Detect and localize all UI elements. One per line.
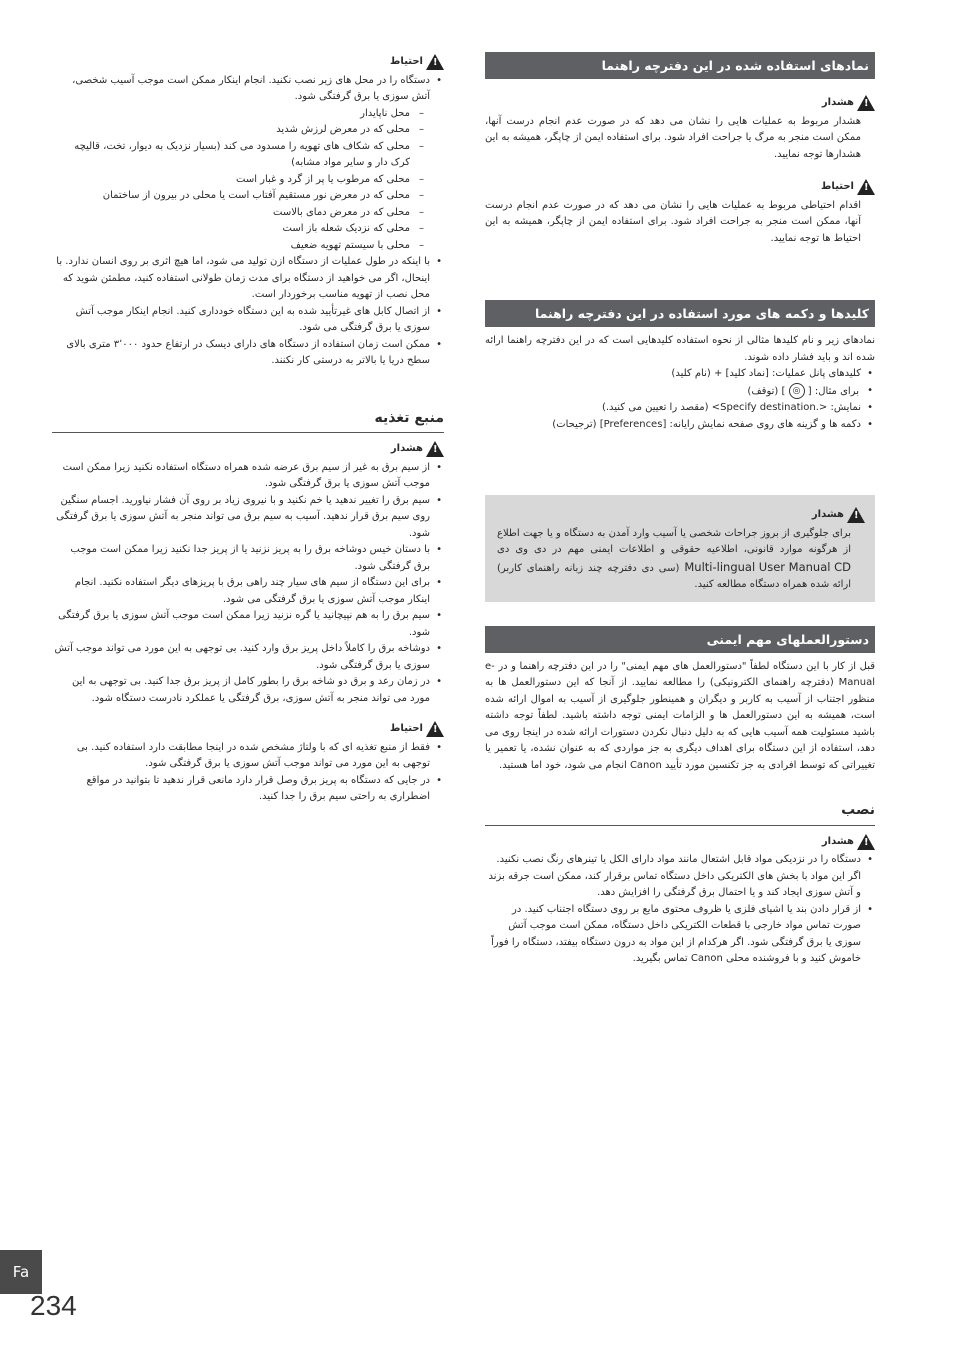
list-item: • سیم برق را به هم نپیچانید یا گره نزنید زیرا ممکن است موجب آتش سوزی یا برق گرفتگی شود. <box>52 608 444 641</box>
list-item: – محلی که در معرض نور مستقیم آفتاب است یا محلی در بیرون از ساختمان <box>52 188 426 205</box>
caution-label-text: احتیاط <box>821 181 854 192</box>
box-text <box>497 526 865 594</box>
list-item: – محلی که مرطوب یا پر از گرد و غبار است <box>52 172 426 189</box>
list-item: – محل ناپایدار <box>52 106 426 123</box>
caution-icon <box>426 54 444 70</box>
box-text-post: (سی دی دفترچه چند زبانه راهنمای کاربر) ارائه شده همراه دستگاه مطالعه کنید. <box>497 562 851 590</box>
display-pre: نمایش: < <box>818 402 861 413</box>
list-item <box>485 400 875 417</box>
warning-icon <box>426 441 444 457</box>
list-item: – محلی که شکاف های تهویه را مسدود می کند (بسیار نزدیک به دیوار، تخت، قالیچه کرک دار و سایر مواد مشابه) <box>52 139 426 172</box>
list-item: • با اینکه در طول عملیات از دستگاه ازن تولید می شود، اما هیچ اثری بر روی انسان ندارد. با اینحال، اگر می خواهید از دستگاه برای مدت زمان طولانی استفاده کنید، مطمئن شوید که محل نصب از تهویه مناسب برخوردار است. <box>52 254 444 304</box>
safety-text: قبل از کار با این دستگاه لطفاً "دستورالعمل های مهم ایمنی" را در این دفترچه راهنما و در e-Manual (دفترچه راهنمای الکترونیکی) را مطالعه نمایید. از آنجا که این دستورالعمل ها به منظور اجتناب از آسیب به کاربر و دیگران و همینطور جلوگیری از آسیب به اموال ارائه شده است، همیشه به این دستورالعمل ها و الزامات ایمنی توجه داشته باشید. لطفاً توجه داشته باشید مسئولیت همه آسیب هایی که به دلیل دنبال نکردن دستورات ارائه شده در اینجا روی می دهد، استفاده از این دستگاه برای اهداف دیگری به جز مواردی که به عنوان نشده، یا تعمیر یا تغییراتی که توسط افرادی به جز تکنسین مورد تأیید Canon انجام می شود، خود اما هستید. <box>485 660 875 771</box>
power-caution-list <box>52 740 444 806</box>
list-item <box>52 73 444 255</box>
install-label-text: هشدار <box>821 835 854 847</box>
stop-icon: ◎ <box>789 383 805 399</box>
keys-item-1: کلیدهای پانل عملیات: [نماد کلید] + (نام کلید) <box>671 368 861 379</box>
warning-icon <box>847 507 865 523</box>
list-item: • فقط از منبع تغذیه ای که با ولتاژ مشخص شده در اینجا مطابقت دارد استفاده کنید. بی توجهی به این مورد می تواند موجب آتش سوزی یا برق گرفتگی شود. <box>52 740 444 773</box>
list-item: – محلی که در معرض لرزش شدید <box>52 122 426 139</box>
list-item <box>485 366 875 383</box>
page-number: 234 <box>30 1290 77 1321</box>
box-text-ltr: Multi-lingual User Manual CD <box>684 559 851 574</box>
list-item: • با دستان خیس دوشاخه برق را به پریز نزنید یا از پریز جدا نکنید زیرا ممکن است موجب برق گرفتگی شود. <box>52 542 444 575</box>
section-title-installation: نصب <box>485 802 875 826</box>
right-column <box>485 52 875 968</box>
display-ltr: Specify destination. <box>720 402 819 413</box>
left-column <box>52 50 444 806</box>
power-warning-label <box>52 441 444 458</box>
list-item: • از قرار دادن بند یا اشیای فلزی یا ظروف محتوی مایع بر روی دستگاه اجتناب کنید. در صورت تماس مواد خارجی با قطعات الکتریکی داخل دستگاه، ممکن است موجب آتش سوزی یا برق گرفتگی شود. اگر هرکدام از این مواد به درون دستگاه بیفتد، دستگاه را فوراً خاموش کنید و با فروشنده محلی Canon تماس بگیرید. <box>485 902 875 968</box>
list-item: – محلی که نزدیک شعله باز است <box>52 221 426 238</box>
caution-list <box>52 73 444 370</box>
caution-icon <box>857 179 875 195</box>
caution-item-1: دستگاه را در محل های زیر نصب نکنید. انجام اینکار ممکن است موجب آسیب شخصی، آتش سوزی یا برق گرفتگی شود. <box>72 74 430 102</box>
list-item: • از اتصال کابل های غیرتأیید شده به این دستگاه خودداری کنید. انجام اینکار موجب آتش سوزی یا برق گرفتگی می شود. <box>52 304 444 337</box>
power-warning-list <box>52 460 444 708</box>
keys-example-post: ] (توقف) <box>747 385 786 397</box>
language-tab: Fa <box>0 1250 42 1294</box>
box-label-text: هشدار <box>811 509 844 520</box>
caution-label-text: احتیاط <box>390 56 423 67</box>
display-post: > (مقصد را تعیین می کنید.) <box>601 402 721 413</box>
list-item <box>485 383 875 401</box>
caution-label <box>52 54 444 71</box>
list-item: – محلی که در معرض دمای بالاست <box>52 205 426 222</box>
section-title-power: منبع تغذیه <box>52 410 444 434</box>
keys-example-pre: برای مثال: [ <box>807 385 859 397</box>
list-item: • در زمان رعد و برق دو شاخه برق را بطور کامل از پریز برق جدا کنید. بی توجهی به این مورد می تواند منجر به آتش سوزی، برق گرفتگی یا عملکرد نادرست دستگاه شود. <box>52 674 444 707</box>
warning-label <box>485 95 875 112</box>
list-item: • برای این دستگاه از سیم های سیار چند راهی برق با پریزهای دیگر استفاده نکنید. انجام اینکار موجب آتش سوزی یا برق گرفتگی می شود. <box>52 575 444 608</box>
install-warning-label <box>485 834 875 851</box>
keys-item-3: دکمه ها و گزینه های روی صفحه نمایش رایانه: [Preferences] (ترجیحات) <box>552 418 861 430</box>
caution-label <box>485 179 875 196</box>
caution-icon <box>426 721 444 737</box>
warning-box <box>485 495 875 602</box>
list-item: • در جایی که دستگاه به پریز برق وصل قرار دارد مانعی قرار ندهید تا بتوانید در مواقع اضطراری به راحتی سیم برق را جدا کنید. <box>52 773 444 806</box>
warning-text: هشدار مربوط به عملیات هایی را نشان می دهد که در صورت عدم انجام درست آنها، ممکن است منجر به مرگ یا جراحت افراد شود. برای استفاده ایمن از چاپگر، همیشه به این هشدارها توجه نمایید. <box>485 115 861 160</box>
power-caution-label <box>52 721 444 738</box>
box-text-pre: برای جلوگیری از بروز جراحات شخصی یا آسیب وارد آمدن به دستگاه و یا جهت اطلاع از هرگونه موارد قانونی، اطلاعیه حقوقی و اطلاعات ایمنی مهم در دی وی دی <box>497 527 851 555</box>
section-title-keys: کلیدها و دکمه های مورد استفاده در این دفترچه راهنما <box>485 300 875 327</box>
warning-label-text: هشدار <box>821 97 854 108</box>
caution-text: اقدام احتیاطی مربوط به عملیات هایی را نشان می دهد که در صورت عدم انجام درست آنها، ممکن است منجر به جراحت افراد شود. برای استفاده ایمن از چاپگر، همیشه به این احتیاط ها توجه نمایید. <box>485 199 861 244</box>
list-item: • دوشاخه برق را کاملاً داخل پریز برق وارد کنید. بی توجهی به این مورد می تواند موجب آتش سوزی یا برق گرفتگی شود. <box>52 641 444 674</box>
list-item: • سیم برق را تغییر ندهید یا خم نکنید و با نیروی زیاد بر روی آن فشار نیاورید. اجسام سنگین روی سیم برق قرار ندهید. آسیب به سیم برق می تواند منجر به آتش سوزی یا برق گرفتگی شود. <box>52 493 444 543</box>
section-title-symbols: نمادهای استفاده شده در این دفترچه راهنما <box>485 52 875 79</box>
keys-intro: نمادهای زیر و نام کلیدها مثالی از نحوه استفاده کلیدهایی است که در این دفترچه راهنما ارائه شده اند و باید فشار داده شوند. <box>485 335 875 363</box>
power-caution-label-text: احتیاط <box>390 723 423 734</box>
box-warning-label <box>497 507 865 524</box>
list-item: • از سیم برق به غیر از سیم برق عرضه شده همراه دستگاه استفاده نکنید زیرا ممکن است موجب آتش سوزی یا برق گرفتگی شود. <box>52 460 444 493</box>
warning-icon <box>857 834 875 850</box>
power-label-text: هشدار <box>390 443 423 454</box>
section-title-safety: دستورالعملهای مهم ایمنی <box>485 626 875 653</box>
warning-icon <box>857 95 875 111</box>
location-list <box>52 106 430 255</box>
keys-list <box>485 366 875 433</box>
install-list <box>485 852 875 968</box>
list-item: • دستگاه را در نزدیکی مواد قابل اشتعال مانند مواد دارای الکل یا تینرهای رنگ نصب نکنید. اگر این مواد با بخش های الکتریکی داخل دستگاه تماس برقرار کند، ممکن است جرقه بزند و آتش سوزی ایجاد کند و یا احتمال برق گرفتگی را افزایش دهد. <box>485 852 875 902</box>
list-item: – محلی با سیستم تهویه ضعیف <box>52 238 426 255</box>
list-item: • ممکن است زمان استفاده از دستگاه های دارای دیسک در ارتفاع حدود ۳٬۰۰۰ متری بالای سطح دریا یا بالاتر به درستی کار نکنند. <box>52 337 444 370</box>
list-item <box>485 417 875 434</box>
